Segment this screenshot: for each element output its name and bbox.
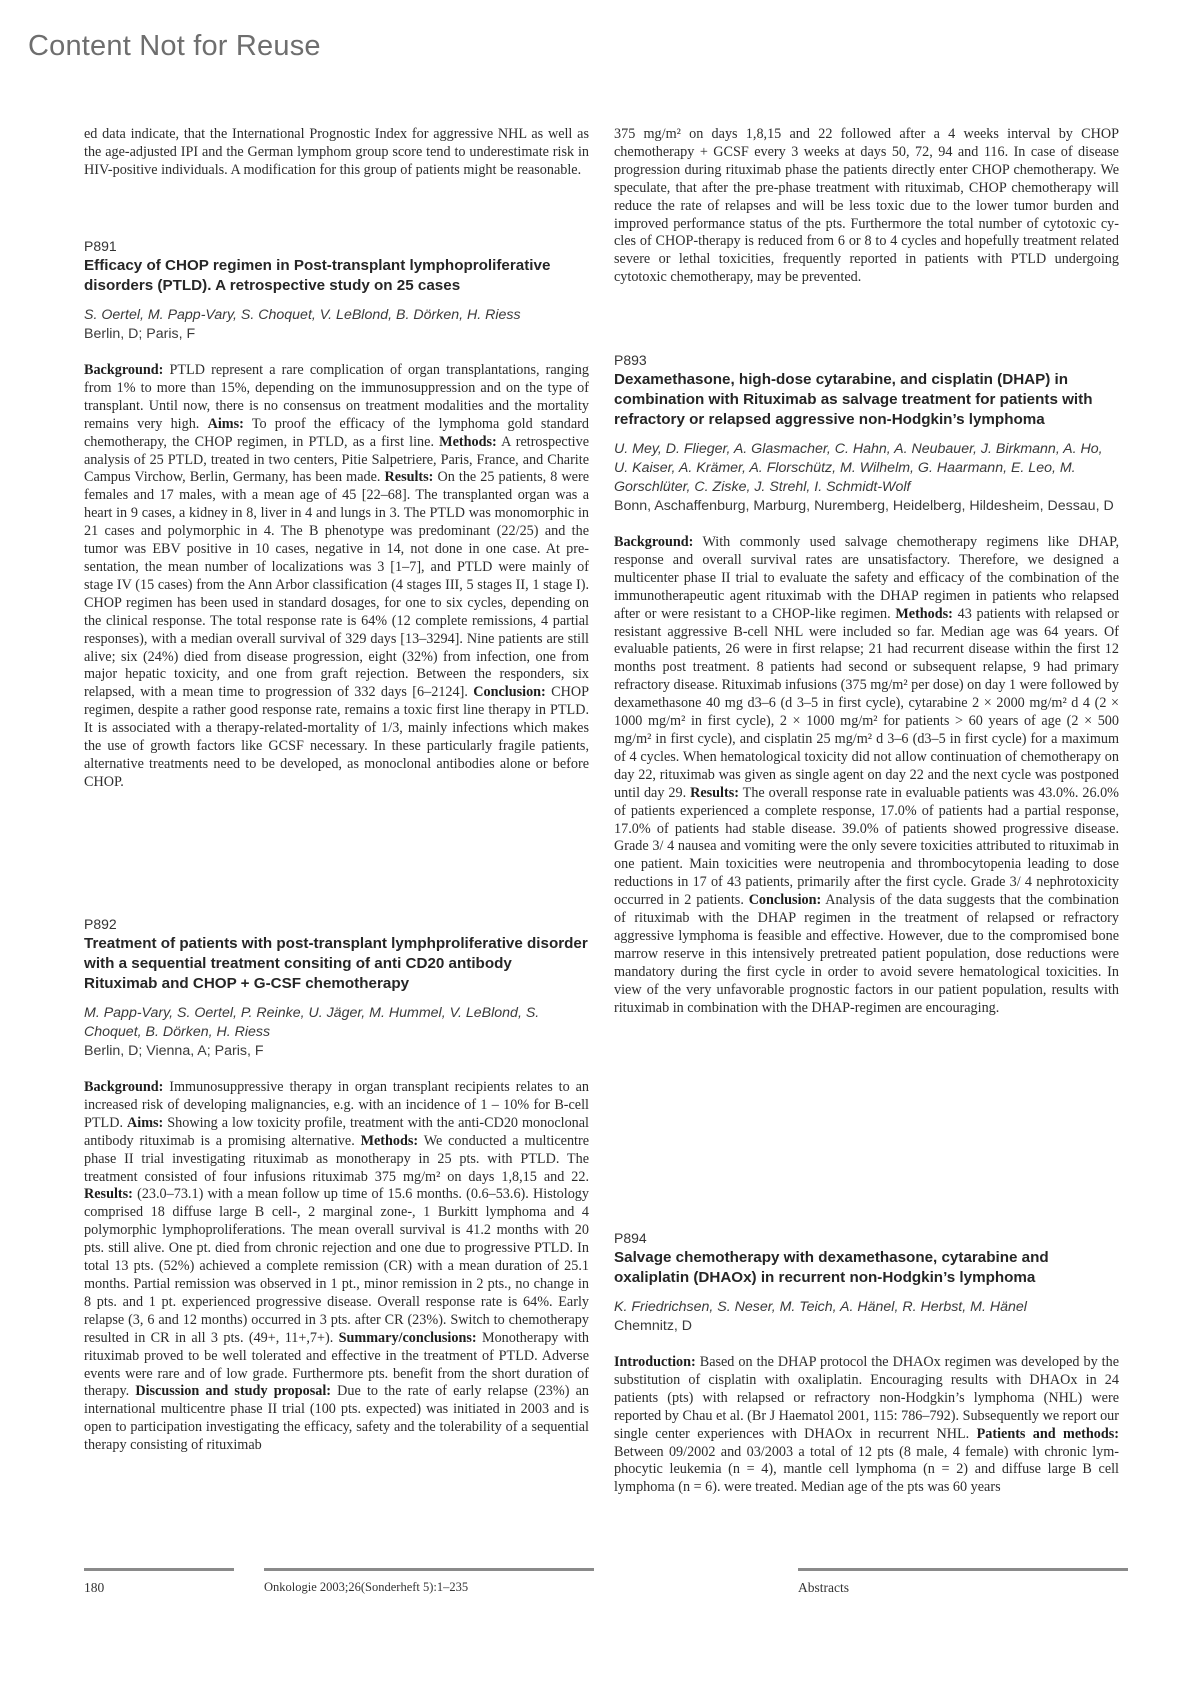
section-label: Aims: bbox=[207, 415, 244, 432]
right-column bbox=[614, 126, 1119, 287]
abstract-title: Dexamethasone, high-dose cytarabine, and cisplatin (DHAP) in combination with Rituximab as salvage treatment for patients with refractory or relapsed aggressive non-Hodgkin’s lymphoma bbox=[614, 371, 1093, 428]
section-label: Background: bbox=[84, 362, 164, 378]
abstract-authors: K. Friedrichsen, S. Neser, M. Teich, A. Hänel, R. Herbst, M. Hänel bbox=[614, 1299, 1027, 1315]
section-text: A retrospective analysis of 25 PTLD, treated in two centers, Pitie Salpetriere, Paris, France, and Charite Campus Virchow, Berlin, Germany, has been made. bbox=[84, 433, 589, 486]
abstract-affiliation: Berlin, D; Paris, F bbox=[84, 326, 196, 342]
abstract-title: Salvage chemotherapy with dexamethasone, cytarabine and oxaliplatin (DHAOx) in recurrent non-Hodgkin’s lymphoma bbox=[614, 1249, 1049, 1286]
section-text: (23.0–73.1) with a mean follow up time of 15.6 months. (0.6–53.6). Histology comprised 18 diffuse large B cell-, 2 marginal zone-, 1 Burkitt lymphoma and 4 polymorphic lymphoproliferations. The mean overall survival is 41.2 months with 20 pts. still alive. One pt. died from chronic rejection and one due to progressive PTLD. In total 13 pts. (52%) achieved a complete remission (CR) with a mean duration of 25.1 months. Partial remission was observed in 1 pt., minor remission in 2 pts., no change in 8 pts. and 1 pt. experienced progressive disease. Overall response rate is 64%. Early relapse (3, 6 and 12 months) occurred in 3 pts. after CR (23%). Switch to chemotherapy resulted in CR in all 3 pts. (49+, 11+,7+). bbox=[84, 1186, 589, 1346]
section-text: We conducted a multicentre phase II trial investigating rituximab as monotherapy in 25 pts. with PTLD. The treatment consisted of four infusions rituximab 375 mg/m² on days 1,8,15 and 22. bbox=[84, 1132, 590, 1185]
section-text: 43 patients with relapsed or resistant aggressive B-cell NHL were included so far. Median age was 64 years. Of evaluable patients, 26 were in first relapse; 21 had recurrent disease within the first 12 months post treatment. 8 patients had second or subsequent relapse, 9 had primary refractory disease. Rituximab infusions (375 mg/m² per dose) on day 1 were followed by dexamethasone 40 mg d3–6 (d 3–5 in first cycle), cytarabine 2 × 2000 mg/m² d 4 (2 × 1000 mg/m² in first cycle), 2 × 1000 mg/m² for patients > 60 years of age (2 × 500 mg/m² in first cycle), and cisplatin 25 mg/m² d 3–6 (d3–5 in first cycle) for a maximum of 4 cycles. When hematological toxicity did not allow continuation of chemotherapy on day 22, rituximab was given as single agent on day 22 and the next cycle was postponed until day 29. bbox=[614, 605, 1119, 801]
section-text: Due to the rate of early relapse (23%) an international multicentre phase II trial (100 pts. expected) was initiated in 2003 and is open to participation investigating the efficacy, safety and the tolerability of a sequential therapy consisting of rituximab bbox=[84, 1383, 589, 1454]
abstract-p892 bbox=[84, 916, 589, 1455]
section-text: With commonly used salvage chemotherapy regimens like DHAP, response and overall survival rates are unsatisfactory. Therefore, we designed a multicenter phase II trial to evaluate the safety and efficacy of the combination of the immunotherapeutic agent rituximab with the DHAP regimen in patients who relapsed after or were resistant to a CHOP-like regimen. bbox=[614, 534, 1119, 622]
section-text: PTLD represent a rare complication of organ transplantations, ranging from 1% to more than 15%, depending on the immunosuppression and on the type of transplant. Until now, there is no consensus on treatment modalities and the mortality remains very high. bbox=[84, 362, 589, 432]
journal-citation: Onkologie 2003;26(Sonderheft 5):1–235 bbox=[264, 1580, 469, 1594]
abstract-affiliation: Chemnitz, D bbox=[614, 1318, 693, 1334]
abstract-body bbox=[84, 1079, 589, 1455]
section-text: Immunosuppressive therapy in organ transplant recipients relates to an increased risk of developing malignancies, e.g. with an incidence of 1 – 10% for B-cell PTLD. bbox=[84, 1079, 589, 1131]
section-text: CHOP regimen, despite a rather good response rate, remains a toxic first line therapy in PTLD. It is associated with a therapy-related-mortality of 1/3, mainly infections which makes the use of growth factors like GCSF necessary. In these particularly fragile patients, alternative treatments need to be developed, as monoclonal antibodies alone or before CHOP. bbox=[84, 684, 589, 790]
abstract-authors: S. Oertel, M. Papp-Vary, S. Choquet, V. LeBlond, B. Dörken, H. Riess bbox=[84, 307, 521, 323]
abstract-affiliation: Berlin, D; Vienna, A; Paris, F bbox=[84, 1043, 264, 1059]
section-text: On the 25 patients, 8 were females and 17 males, with a mean age of 45 [22–68]. The transplanted organ was a heart in 9 cases, a kidney in 8, liver in 4 and lungs in 3. The PTLD was monomorphic in 21 cases and polymorphic in 4. The B phenotype was predominant (22/25) and the tumor was EBV positive in 10 cases, negative in 14, not done in one case. At presentation, the mean number of localizations was 3 [1–7], and PTLD were mainly of stage IV (15 cases) from the Ann Arbor classification (4 stages III, 5 stages II, 1 stage I). CHOP regimen has been used in standard dosages, for one to six cycles, depending on the clinical response. The total response rate is 64% (12 complete remissions, 4 partial responses), with a median overall survival of 329 days [13–3294]. Nine patients are still alive; six (24%) died from disease progression, eight (32%) from infection, one from major hepatic toxicity, and one from graft rejection. Between the responders, six relapsed, with a mean time to progression of 332 days [6–2124]. bbox=[84, 469, 590, 701]
section-label: Discussion and study proposal: bbox=[135, 1383, 332, 1400]
section-label: Methods: bbox=[360, 1132, 419, 1149]
section-text: Analysis of the data suggests that the combination of rituximab with the DHAP regimen in the treatment of relapsed or refractory aggressive lymphoma is feasible and effective. However, due to the compromised bone marrow reserve in this intensively pretreated patient population, dose reductions were mandatory during the first cycle in order to avoid severe hematological toxicities. In view of the very unfavorable prognostic factors in our patient population, results with rituximab in combination with the DHAP-regimen are encouraging. bbox=[614, 892, 1119, 1016]
abstract-id: P892 bbox=[84, 916, 117, 932]
abstract-title: Treatment of patients with post-transplant lymphproliferative disorder with a sequential treatment consiting of anti CD20 antibody Rituximab and CHOP + G-CSF chemotherapy bbox=[84, 935, 588, 992]
abstract-body bbox=[84, 362, 589, 792]
continuation-text: 375 mg/m² on days 1,8,15 and 22 followed after a 4 weeks interval by CHOP chemotherapy + GCSF every 3 weeks at days 50, 72, 94 and 116. In case of disease progression during rituximab phase the patients directly enter CHOP chemotherapy. We speculate, that after the pre-phase treatment with rituximab, CHOP chemotherapy will reduce the rate of relapses and will be less toxic due to the lower tumor burden and improved performance status of the pts. Furthermore the total number of cytotoxic cycles of CHOP-therapy is reduced from 6 or 8 to 4 cycles and hopefully treatment related severe or lethal toxicities, frequently reported in patients with PTLD undergoing cytotoxic chemotherapy, may be prevented. bbox=[614, 126, 1119, 286]
abstract-authors: M. Papp-Vary, S. Oertel, P. Reinke, U. Jäger, M. Hummel, V. LeBlond, S. Choquet, B. Dörken, H. Riess bbox=[84, 1005, 540, 1040]
watermark: Content Not for Reuse bbox=[28, 30, 321, 62]
section-label: Conclusion: bbox=[748, 892, 822, 909]
section-label: Conclusion: bbox=[473, 684, 546, 701]
section-label: Methods: bbox=[895, 605, 953, 622]
section-label: Background: bbox=[614, 534, 694, 550]
abstract-body bbox=[614, 534, 1119, 1017]
abstract-id: P891 bbox=[84, 238, 117, 254]
continuation-text: ed data indicate, that the International Prognostic Index for aggressive NHL as well as the age-adjusted IPI and the German lymphom group score tend to underestimate risk in HIV-positive individuals. A modification for this group of patients might be reasonable. bbox=[84, 126, 589, 178]
section-name: Abstracts bbox=[798, 1580, 849, 1595]
section-label: Results: bbox=[690, 784, 739, 801]
abstract-title: Efficacy of CHOP regimen in Post-transplant lymphoproliferative disorders (PTLD). A retrospective study on 25 cases bbox=[84, 257, 551, 294]
section-label: Patients and methods: bbox=[976, 1425, 1120, 1442]
footer-rule-page bbox=[84, 1568, 234, 1571]
section-label: Results: bbox=[384, 469, 434, 486]
section-text: Based on the DHAP protocol the DHAOx regimen was developed by the substitution of cisplatin with oxaliplatin. Encouraging results with DHAOx in 24 patients (pts) with relapsed or refractory non-Hodgkin’s lymphoma (NHL) were reported by Chau et al. (Br J Haematol 2001, 115: 786–792). Subsequently we report our single center experiences with DHAOx in recurrent NHL. bbox=[614, 1354, 1119, 1442]
section-label: Methods: bbox=[439, 433, 497, 450]
section-label: Background: bbox=[84, 1079, 164, 1095]
abstract-p891 bbox=[84, 238, 589, 792]
abstract-authors: U. Mey, D. Flieger, A. Glasmacher, C. Hahn, A. Neubauer, J. Birkmann, A. Ho, U. Kaiser, A. Krämer, A. Florschütz, M. Wilhelm, G. Haarmann, E. Leo, M. Gorschlüter, C. Ziske, J. Strehl, I. Schmidt-Wolf bbox=[614, 441, 1103, 495]
section-label: Introduction: bbox=[614, 1354, 696, 1370]
section-text: Showing a low toxicity profile, treatment with the anti-CD20 monoclonal antibody rituximab is a promising alternative. bbox=[84, 1114, 589, 1149]
section-text: Monotherapy with rituximab proved to be well tolerated and effective in the treatment of PTLD. Adverse events were rare and of low grade. Furthermore pts. benefit from the short duration of therapy. bbox=[84, 1329, 589, 1400]
left-column bbox=[84, 126, 589, 180]
section-text: To proof the efficacy of the lymphoma gold standard chemotherapy, the CHOP regimen, in PTLD, as a first line. bbox=[84, 415, 589, 450]
abstract-id: P893 bbox=[614, 352, 647, 368]
abstract-body bbox=[614, 1354, 1119, 1497]
abstract-p894 bbox=[614, 1230, 1119, 1497]
abstract-id: P894 bbox=[614, 1230, 647, 1246]
abstract-affiliation: Bonn, Aschaffenburg, Marburg, Nuremberg, Heidelberg, Hildesheim, Dessau, D bbox=[614, 498, 1114, 514]
section-label: Aims: bbox=[127, 1114, 164, 1131]
footer-rule-section bbox=[798, 1568, 1128, 1571]
section-text: The overall response rate in evaluable patients was 43.0%. 26.0% of patients experienced a complete response, 17.0% of patients had a partial response, 17.0% of patients had stable disease. 39.0% of patients showed progressive disease. Grade 3/ 4 nausea and vomiting were the only severe toxicities attributed to rituximab in one patient. Main toxicities were neutropenia and thrombocytopenia leading to dose reductions in 17 of 43 patients, primarily after the first cycle. Grade 3/ 4 nephrotoxicity occurred in 2 patients. bbox=[614, 784, 1120, 909]
section-label: Results: bbox=[84, 1186, 133, 1203]
footer-rule-journal bbox=[264, 1568, 594, 1571]
section-label: Summary/conclusions: bbox=[338, 1329, 477, 1346]
page-number: 180 bbox=[84, 1580, 105, 1595]
section-text: Between 09/2002 and 03/2003 a total of 12 pts (8 male, 4 female) with chronic lymphocytic leukemia (n = 4), mantle cell lymphoma (n = 2) and diffuse large B cell lymphoma (n = 6). were treated. Median age of the pts was 60 years bbox=[614, 1443, 1119, 1496]
abstract-p893 bbox=[614, 352, 1119, 1017]
